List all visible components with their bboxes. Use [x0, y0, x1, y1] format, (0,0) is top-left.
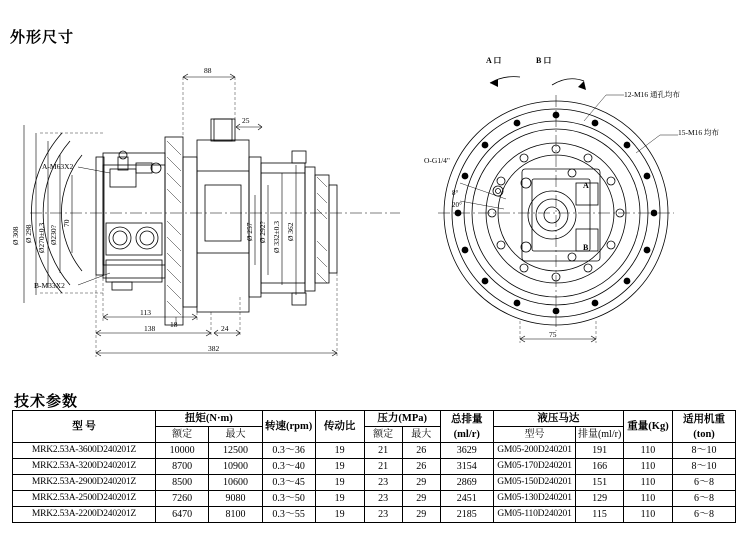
- col-ratio: 传动比: [315, 411, 364, 443]
- dim-top-88: 88: [204, 66, 212, 75]
- cell-motor-disp: 151: [576, 475, 624, 491]
- col-weight: 重量(Kg): [624, 411, 673, 443]
- table-row: [13, 459, 736, 475]
- marker-a: A: [583, 181, 589, 190]
- cell-machine-weight: 6～8: [673, 491, 736, 507]
- cell-weight: 110: [624, 507, 673, 523]
- cell-weight: 110: [624, 491, 673, 507]
- cell-ratio: 19: [315, 491, 364, 507]
- col-pressure: 压力(MPa): [364, 411, 440, 427]
- dim-382: 382: [208, 344, 220, 353]
- col-displacement: 总排量(ml/r): [440, 411, 493, 443]
- cell-motor-model: GM05-110D240201: [493, 507, 575, 523]
- cell-ratio: 19: [315, 443, 364, 459]
- cell-pressure-rated: 23: [364, 491, 402, 507]
- table-row: [13, 443, 736, 459]
- cell-machine-weight: 6～8: [673, 507, 736, 523]
- port-g-label: O-G1/4": [424, 156, 450, 165]
- cell-motor-disp: 115: [576, 507, 624, 523]
- cell-torque-max: 10600: [209, 475, 262, 491]
- cell-motor-disp: 166: [576, 459, 624, 475]
- cell-ratio: 19: [315, 459, 364, 475]
- bolt-note-top: 12-M16 通孔均布: [624, 90, 681, 99]
- cell-torque-rated: 8500: [156, 475, 209, 491]
- cell-model: MRK2.53A-3200D240201Z: [13, 459, 156, 475]
- cell-model: MRK2.53A-2900D240201Z: [13, 475, 156, 491]
- angle-8: 8°: [452, 189, 459, 197]
- tick-18: 18: [170, 320, 178, 329]
- cell-torque-rated: 7260: [156, 491, 209, 507]
- cell-weight: 110: [624, 443, 673, 459]
- table-header-row: [13, 411, 736, 427]
- drawing-canvas: [0, 45, 748, 375]
- col-motor: 液压马达: [493, 411, 623, 427]
- cell-motor-model: GM05-150D240201: [493, 475, 575, 491]
- cell-motor-model: GM05-170D240201: [493, 459, 575, 475]
- cell-pressure-rated: 23: [364, 507, 402, 523]
- cell-machine-weight: 6～8: [673, 475, 736, 491]
- dim-d308: Ø 308: [11, 226, 20, 245]
- col-pressure-rated: 额定: [364, 427, 402, 443]
- cell-pressure-rated: 23: [364, 475, 402, 491]
- cell-speed: 0.3～36: [262, 443, 315, 459]
- cell-pressure-max: 26: [402, 459, 440, 475]
- col-pressure-max: 最大: [402, 427, 440, 443]
- cell-model: MRK2.53A-2200D240201Z: [13, 507, 156, 523]
- cell-pressure-max: 29: [402, 491, 440, 507]
- dim-113: 113: [140, 308, 151, 317]
- col-torque: 扭矩(N·m): [156, 411, 263, 427]
- cell-speed: 0.3～55: [262, 507, 315, 523]
- cell-ratio: 19: [315, 507, 364, 523]
- cell-machine-weight: 8～10: [673, 459, 736, 475]
- table-row: [13, 475, 736, 491]
- thread-callout-a: A-M63X2: [42, 162, 74, 171]
- cell-weight: 110: [624, 475, 673, 491]
- cell-speed: 0.3～50: [262, 491, 315, 507]
- cell-motor-model: GM05-200D240201: [493, 443, 575, 459]
- cell-torque-max: 8100: [209, 507, 262, 523]
- dim-d270: Ø270±0.3: [37, 222, 46, 253]
- cell-displacement: 2185: [440, 507, 493, 523]
- dim-138: 138: [144, 324, 156, 333]
- col-motor-displacement: 排量(ml/r): [576, 427, 624, 443]
- dim-d257: Ø 257: [245, 222, 254, 241]
- cell-torque-max: 10900: [209, 459, 262, 475]
- bolt-note-right: 15-M16 均布: [678, 128, 720, 137]
- cell-motor-disp: 191: [576, 443, 624, 459]
- cell-torque-rated: 8700: [156, 459, 209, 475]
- cell-pressure-rated: 21: [364, 443, 402, 459]
- dim-75: 75: [549, 330, 557, 339]
- cell-motor-disp: 129: [576, 491, 624, 507]
- dim-d298: Ø 298: [24, 224, 33, 243]
- port-a-label: A 口: [486, 56, 502, 65]
- cell-displacement: 2869: [440, 475, 493, 491]
- col-motor-model: 型号: [493, 427, 575, 443]
- cell-torque-max: 9080: [209, 491, 262, 507]
- table-row: [13, 491, 736, 507]
- dim-24: 24: [221, 324, 229, 333]
- col-speed: 转速(rpm): [262, 411, 315, 443]
- technical-drawing: [0, 45, 748, 375]
- col-torque-rated: 额定: [156, 427, 209, 443]
- page-title-specs: 技术参数: [14, 394, 79, 410]
- cell-motor-model: GM05-130D240201: [493, 491, 575, 507]
- dim-d332: Ø 332±0.3: [272, 220, 281, 253]
- marker-b: B: [583, 243, 589, 252]
- cell-torque-max: 12500: [209, 443, 262, 459]
- cell-displacement: 2451: [440, 491, 493, 507]
- dim-25: 25: [242, 116, 250, 125]
- cell-model: MRK2.53A-2500D240201Z: [13, 491, 156, 507]
- col-torque-max: 最大: [209, 427, 262, 443]
- table-row: [13, 507, 736, 523]
- cell-ratio: 19: [315, 475, 364, 491]
- port-b-label: B 口: [536, 56, 552, 65]
- col-machine-weight: 适用机重(ton): [673, 411, 736, 443]
- cell-displacement: 3154: [440, 459, 493, 475]
- dim-d292: Ø 292?: [258, 221, 267, 243]
- cell-weight: 110: [624, 459, 673, 475]
- cell-torque-rated: 6470: [156, 507, 209, 523]
- angle-20: 20°: [452, 201, 462, 209]
- cell-speed: 0.3～45: [262, 475, 315, 491]
- cell-machine-weight: 8～10: [673, 443, 736, 459]
- page-title-dimensions: 外形尺寸: [10, 30, 75, 46]
- cell-torque-rated: 10000: [156, 443, 209, 459]
- cell-displacement: 3629: [440, 443, 493, 459]
- col-model: 型 号: [13, 411, 156, 443]
- cell-pressure-max: 26: [402, 443, 440, 459]
- cell-pressure-rated: 21: [364, 459, 402, 475]
- dim-d230: Ø230?: [49, 225, 58, 245]
- cell-speed: 0.3～40: [262, 459, 315, 475]
- specification-table: [12, 410, 736, 523]
- dim-d362: Ø 362: [286, 222, 295, 241]
- cell-model: MRK2.53A-3600D240201Z: [13, 443, 156, 459]
- dim-70: 70: [62, 219, 71, 227]
- thread-callout-b: B-M33X2: [34, 281, 65, 290]
- cell-pressure-max: 29: [402, 475, 440, 491]
- cell-pressure-max: 29: [402, 507, 440, 523]
